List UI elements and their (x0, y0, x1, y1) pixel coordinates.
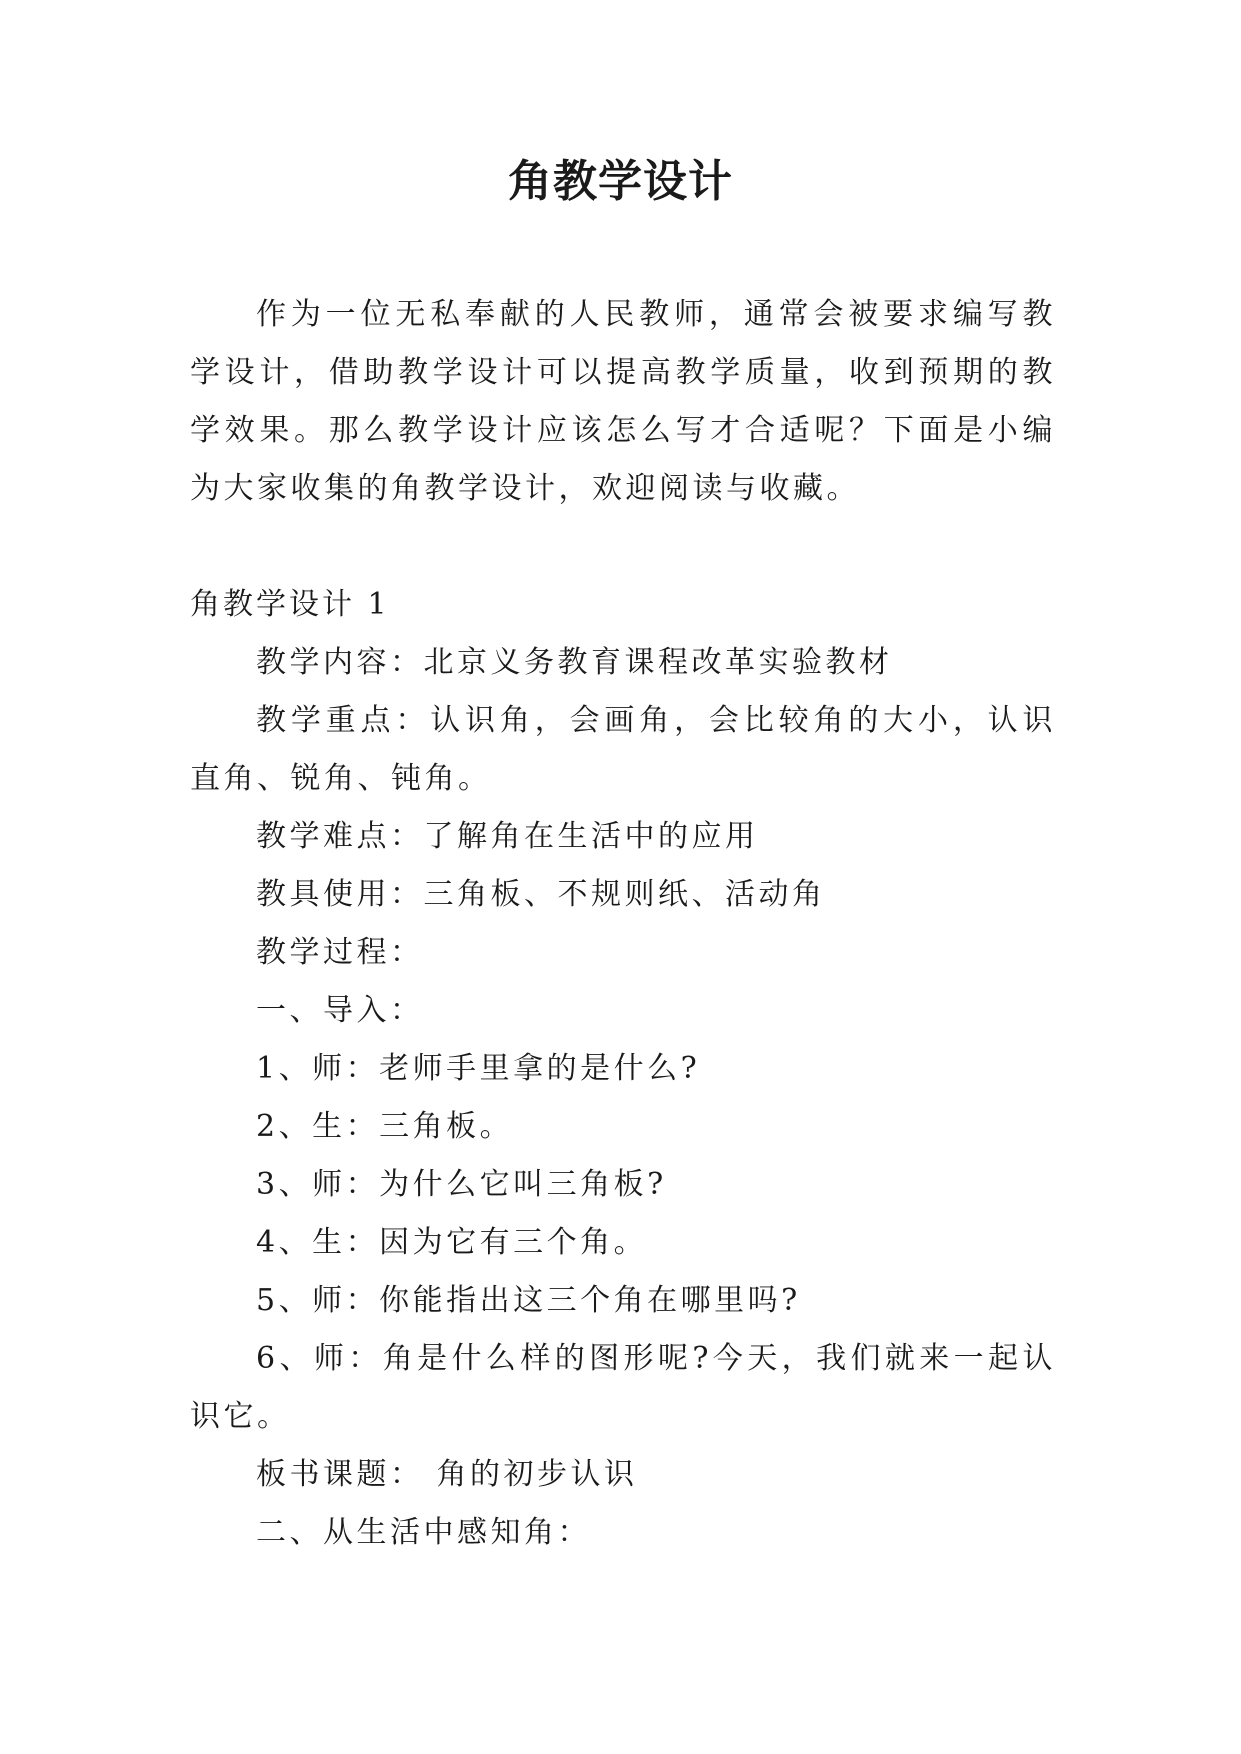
body-paragraph: 1、师：老师手里拿的是什么? (256, 1051, 701, 1086)
body-paragraph: 一、导入： (256, 993, 424, 1028)
document-title: 角教学设计 (508, 156, 733, 207)
body-paragraph: 5、师：你能指出这三个角在哪里吗? (256, 1283, 801, 1318)
body-paragraph: 教学重点：认识角，会画角，会比较角的大小，认识直角、锐角、钝角。 (190, 703, 1056, 796)
body-paragraph: 板书课题： 角的初步认识 (256, 1457, 638, 1492)
body-paragraph: 3、师：为什么它叫三角板? (256, 1167, 667, 1202)
body-paragraph: 教学内容：北京义务教育课程改革实验教材 (256, 645, 893, 680)
body-paragraph: 教学过程： (256, 935, 424, 970)
body-paragraph: 教学难点：了解角在生活中的应用 (256, 819, 759, 854)
body-paragraph: 4、生：因为它有三个角。 (256, 1225, 648, 1260)
body-paragraph: 2、生：三角板。 (256, 1109, 514, 1144)
body-paragraph: 6、师：角是什么样的图形呢?今天，我们就来一起认识它。 (190, 1341, 1056, 1434)
body-paragraph: 二、从生活中感知角： (256, 1515, 591, 1550)
section-body (190, 634, 1056, 1562)
section-heading: 角教学设计 1 (190, 587, 390, 622)
intro-paragraph: 作为一位无私奉献的人民教师，通常会被要求编写教学设计，借助教学设计可以提高教学质量，收到预期的教学效果。那么教学设计应该怎么写才合适呢？下面是小编为大家收集的角教学设计，欢迎阅读与收藏。 (190, 297, 1056, 506)
body-paragraph: 教具使用：三角板、不规则纸、活动角 (256, 877, 826, 912)
